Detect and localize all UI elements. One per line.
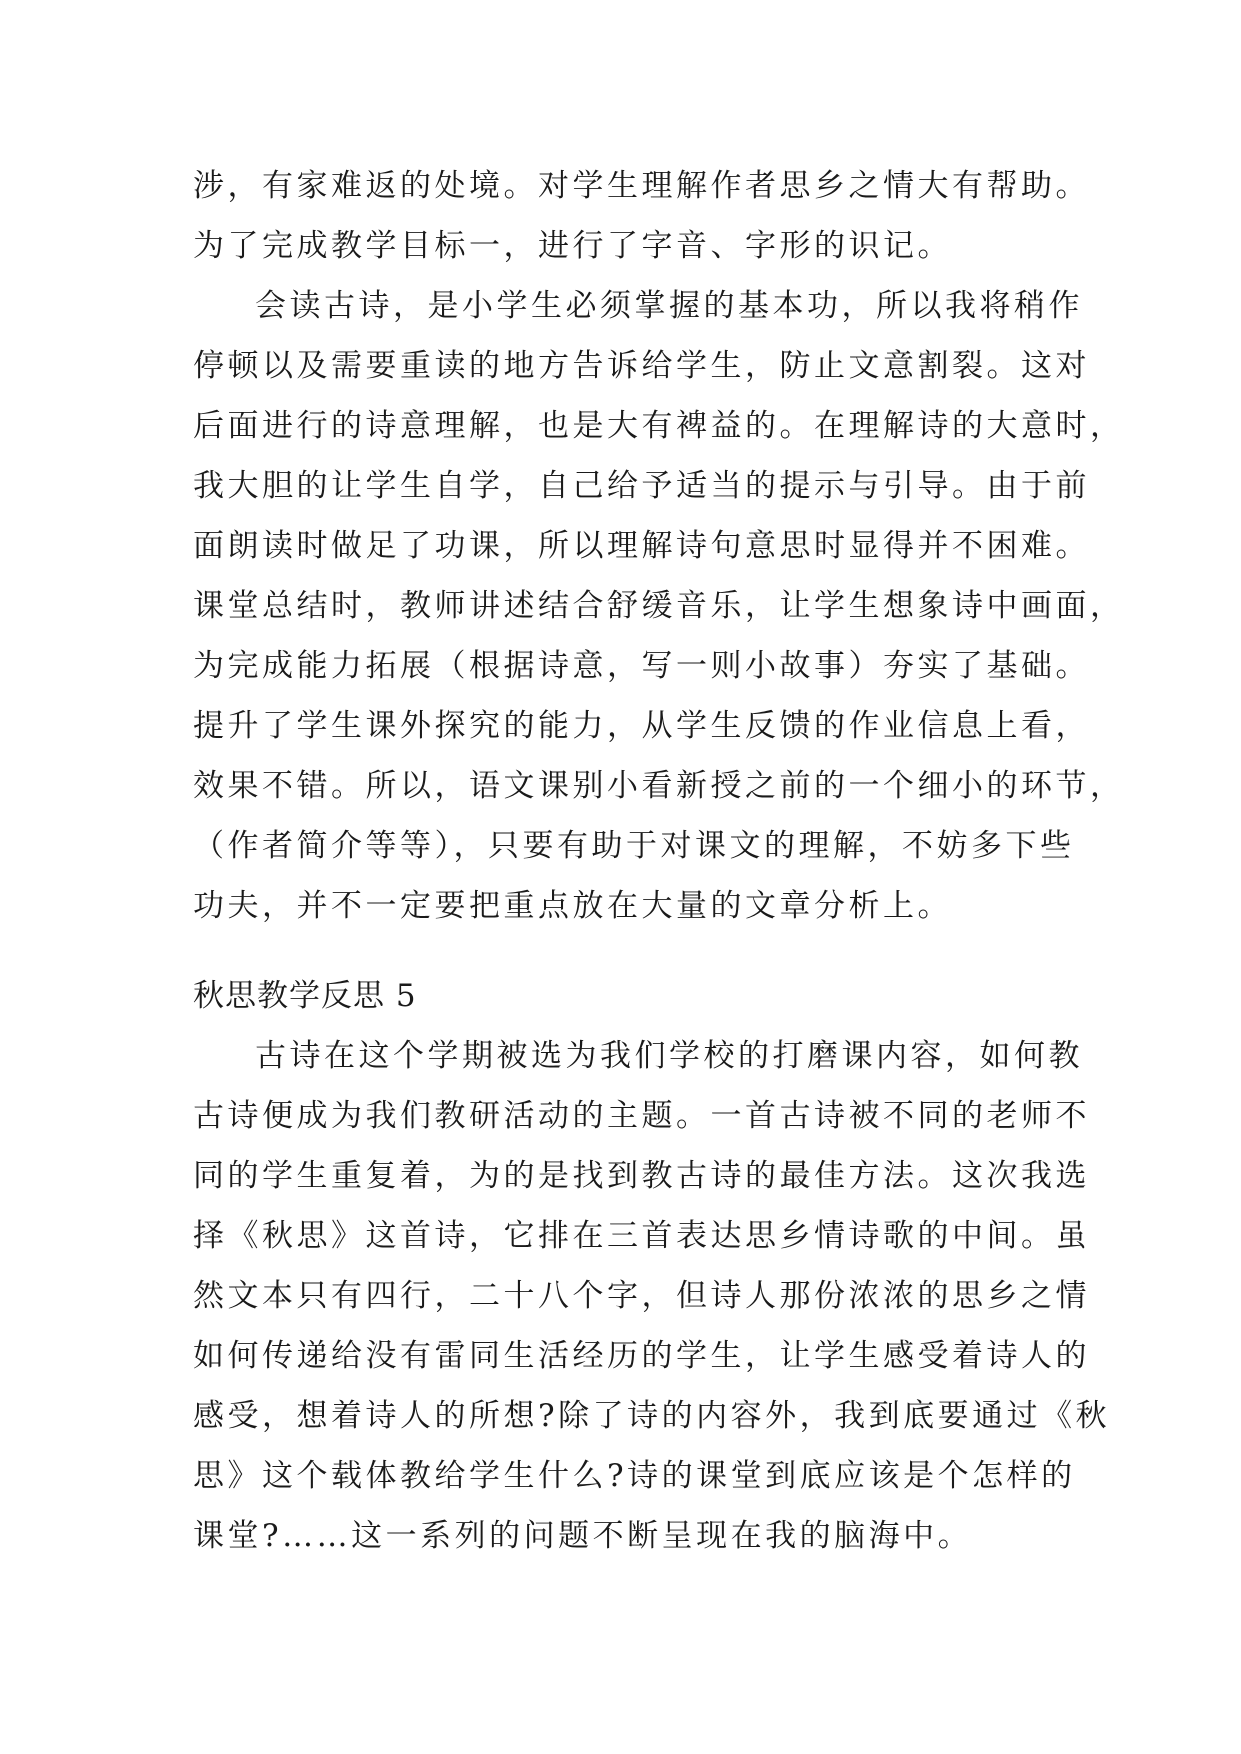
paragraph-3-line-1: 古诗在这个学期被选为我们学校的打磨课内容，如何教 [255, 1038, 1083, 1074]
paragraph-1-line-1: 涉，有家难返的处境。对学生理解作者思乡之情大有帮助。 [193, 168, 1090, 204]
paragraph-3-line-9: 课堂?……这一系列的问题不断呈现在我的脑海中。 [193, 1518, 973, 1554]
paragraph-2-line-5: 面朗读时做足了功课，所以理解诗句意思时显得并不困难。 [193, 528, 1090, 564]
paragraph-1-line-2: 为了完成教学目标一，进行了字音、字形的识记。 [193, 228, 952, 264]
paragraph-3-line-7: 感受，想着诗人的所想?除了诗的内容外，我到底要通过《秋 [193, 1398, 1111, 1434]
paragraph-2-line-1: 会读古诗，是小学生必须掌握的基本功，所以我将稍作 [255, 288, 1083, 324]
paragraph-3-line-2: 古诗便成为我们教研活动的主题。一首古诗被不同的老师不 [193, 1098, 1090, 1134]
paragraph-2-line-2: 停顿以及需要重读的地方告诉给学生，防止文意割裂。这对 [193, 348, 1090, 384]
section-heading: 秋思教学反思 5 [193, 978, 417, 1014]
paragraph-2-line-3: 后面进行的诗意理解，也是大有裨益的。在理解诗的大意时， [193, 408, 1125, 444]
paragraph-3-line-4: 择《秋思》这首诗，它排在三首表达思乡情诗歌的中间。虽 [193, 1218, 1090, 1254]
paragraph-3-line-6: 如何传递给没有雷同生活经历的学生，让学生感受着诗人的 [193, 1338, 1090, 1374]
paragraph-2-line-11: 功夫，并不一定要把重点放在大量的文章分析上。 [193, 888, 952, 924]
paragraph-2-line-6: 课堂总结时，教师讲述结合舒缓音乐，让学生想象诗中画面， [193, 588, 1125, 624]
paragraph-3-line-3: 同的学生重复着，为的是找到教古诗的最佳方法。这次我选 [193, 1158, 1090, 1194]
paragraph-3-line-8: 思》这个载体教给学生什么?诗的课堂到底应该是个怎样的 [193, 1458, 1076, 1494]
paragraph-3-line-5: 然文本只有四行，二十八个字，但诗人那份浓浓的思乡之情 [193, 1278, 1090, 1314]
paragraph-2-line-4: 我大胆的让学生自学，自己给予适当的提示与引导。由于前 [193, 468, 1090, 504]
paragraph-2-line-7: 为完成能力拓展（根据诗意，写一则小故事）夯实了基础。 [193, 648, 1090, 684]
paragraph-2-line-8: 提升了学生课外探究的能力，从学生反馈的作业信息上看， [193, 708, 1090, 744]
paragraph-2-line-9: 效果不错。所以，语文课别小看新授之前的一个细小的环节， [193, 768, 1125, 804]
paragraph-2-line-10: （作者简介等等），只要有助于对课文的理解，不妨多下些 [193, 828, 1075, 864]
